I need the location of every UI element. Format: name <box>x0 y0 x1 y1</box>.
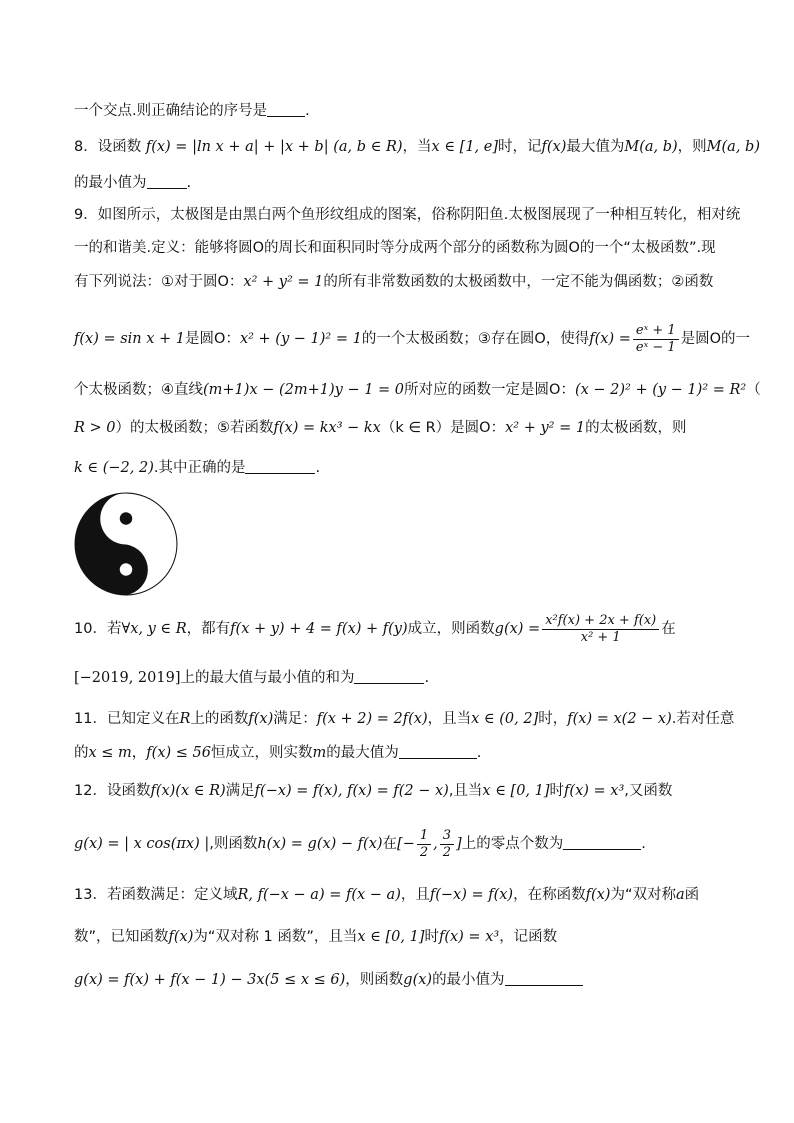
text: ， <box>131 745 147 761</box>
math: x² + y² = 1 <box>243 274 324 290</box>
fraction-numerator: eˣ + 1 <box>633 323 679 340</box>
q7-tail <box>74 101 734 121</box>
fraction <box>633 323 679 356</box>
math: f(−x) = f(x) <box>429 887 514 903</box>
text: 时 <box>549 783 565 799</box>
text: 13．若函数满足：定义域 <box>74 887 238 903</box>
text: 个太极函数；④直线 <box>74 382 203 398</box>
fraction-denominator: 2 <box>442 844 452 860</box>
text: 的最小值为 <box>74 175 147 191</box>
text: 为“双对称 <box>610 887 676 903</box>
math: g(x) = f(x) + f(x − 1) − 3x(5 ≤ x ≤ 6) <box>74 972 346 988</box>
text: .若对任意 <box>671 711 735 727</box>
text: 时 <box>424 929 439 945</box>
text: 上的零点个数为 <box>461 836 564 852</box>
fraction-numerator: 1 <box>417 828 431 845</box>
answer-blank <box>147 174 187 189</box>
q11-line-1 <box>74 709 734 729</box>
q13-line-1 <box>74 885 734 905</box>
text: 8．设函数 <box>74 139 142 155</box>
math: x ∈ [1, e] <box>431 139 498 155</box>
text: 满足： <box>273 711 317 727</box>
text: 一的和谐美.定义：能够将圆O的周长和面积同时等分成两个部分的函数称为圆O的一个“太极函数”.现 <box>74 240 716 256</box>
math: [− <box>397 836 415 852</box>
period: . <box>305 103 310 119</box>
q13-line-3 <box>74 970 734 990</box>
math: R <box>179 711 191 727</box>
q8-line-1 <box>74 137 760 157</box>
period: . <box>186 175 192 191</box>
text: 的所有非常数函数的太极函数中，一定不能为偶函数；②函数 <box>323 274 714 290</box>
q9-line-7 <box>74 458 734 478</box>
text: （k ∈ R）是圆O： <box>380 420 506 436</box>
text: 函 <box>684 887 700 903</box>
text: 是圆O： <box>185 331 240 347</box>
math: x ∈ (0, 2] <box>471 711 539 727</box>
period: . <box>476 745 482 761</box>
math: f(x) = x(2 − x) <box>567 711 672 727</box>
math: f(x) <box>248 711 274 727</box>
math: (x − 2)² + (y − 1)² = R² <box>574 382 747 398</box>
q12-line-2 <box>74 826 734 862</box>
math: f(x) ≤ 56 <box>146 745 211 761</box>
q12-line-1 <box>74 781 734 801</box>
fraction <box>542 613 659 646</box>
text: 所对应的函数一定是圆O： <box>404 382 575 398</box>
q10-line-2 <box>74 668 734 688</box>
text: 为“双对称 1 函数”，且当 <box>193 929 358 945</box>
text: ，则函数 <box>345 972 404 988</box>
text: 10．若 <box>74 621 122 637</box>
math: ] <box>456 836 462 852</box>
math: f(x + y) + 4 = f(x) + f(y) <box>230 621 408 637</box>
q11-line-2 <box>74 743 734 763</box>
math: x² + y² = 1 <box>505 420 586 436</box>
math: f(x) <box>168 929 194 945</box>
fraction-denominator: eˣ − 1 <box>635 339 676 355</box>
math: f(x) = <box>589 331 631 347</box>
math: x ≤ m <box>88 745 132 761</box>
answer-blank <box>245 459 315 474</box>
period: . <box>641 836 646 852</box>
math: M(a, b) <box>624 139 678 155</box>
text: 最大值为 <box>566 139 625 155</box>
q8-line-2 <box>74 173 734 193</box>
text: ,则函数 <box>209 836 258 852</box>
text: 11．已知定义在 <box>74 711 180 727</box>
q9-line-6 <box>74 418 734 438</box>
text: 是圆O的一 <box>680 331 751 347</box>
math: f(x + 2) = 2f(x) <box>316 711 428 727</box>
text: 有下列说法：①对于圆O： <box>74 274 244 290</box>
math: (m+1)x − (2m+1)y − 1 = 0 <box>203 382 405 398</box>
math: m <box>312 745 327 761</box>
q9-line-2 <box>74 238 734 258</box>
math: g(x) = | x cos(πx) | <box>74 836 210 852</box>
q10-line-1 <box>74 612 734 646</box>
taiji-icon <box>74 492 178 596</box>
text: ，且当 <box>427 711 472 727</box>
text: 的最大值为 <box>326 745 399 761</box>
text: ，且 <box>400 887 430 903</box>
math: f(−x) = f(x), f(x) = f(2 − x) <box>254 783 449 799</box>
text: 的最小值为 <box>432 972 505 988</box>
text: 上的最大值与最小值的和为 <box>180 670 355 686</box>
text: 数”，已知函数 <box>74 929 169 945</box>
answer-blank <box>505 971 583 986</box>
text: 在 <box>382 836 398 852</box>
text: 满足 <box>225 783 255 799</box>
text: ，在称函数 <box>513 887 586 903</box>
math: g(x) <box>403 972 433 988</box>
q9-line-1 <box>74 205 741 225</box>
fraction-numerator: x²f(x) + 2x + f(x) <box>542 613 659 630</box>
text: .其中正确的是 <box>153 460 246 476</box>
text: （ <box>746 382 761 398</box>
math: f(x) <box>585 887 611 903</box>
math: f(x) = x³ <box>438 929 500 945</box>
text: ）的太极函数；⑤若函数 <box>115 420 274 436</box>
math: ∀x, y ∈ R <box>121 621 187 637</box>
math: a <box>675 887 685 903</box>
fraction <box>417 828 431 861</box>
math: f(x)(x ∈ R) <box>150 783 226 799</box>
math: f(x) = |ln x + a| + |x + b| (a, b ∈ R) <box>145 139 403 155</box>
text: 在 <box>661 621 676 637</box>
text: ，则 <box>677 139 707 155</box>
q9-line-4 <box>74 322 751 356</box>
text: 的 <box>74 745 89 761</box>
text: ，当 <box>402 139 432 155</box>
math: f(x) = sin x + 1 <box>74 331 186 347</box>
math: f(x) <box>541 139 567 155</box>
math: g(x) = <box>494 621 541 637</box>
period: . <box>315 460 321 476</box>
q13-line-2 <box>74 927 734 947</box>
math: R, f(−x − a) = f(x − a) <box>237 887 401 903</box>
math: f(x) = x³ <box>564 783 625 799</box>
q7-text: 一个交点.则正确结论的序号是 <box>74 103 268 119</box>
text: 上的函数 <box>190 711 249 727</box>
fraction-denominator: x² + 1 <box>580 629 621 645</box>
q9-line-3 <box>74 272 734 292</box>
math: R > 0 <box>74 420 116 436</box>
fraction <box>440 828 454 861</box>
math: x ∈ [0, 1] <box>357 929 425 945</box>
math: x ∈ [0, 1] <box>482 783 550 799</box>
text: ，都有 <box>186 621 231 637</box>
answer-blank <box>399 744 477 759</box>
text: 时，记 <box>498 139 542 155</box>
text: 的一个太极函数；③存在圆O，使得 <box>361 331 590 347</box>
answer-blank <box>354 669 424 684</box>
text: 12．设函数 <box>74 783 151 799</box>
answer-blank <box>267 102 305 117</box>
text: 9．如图所示，太极图是由黑白两个鱼形纹组成的图案，俗称阴阳鱼.太极图展现了一种相互转化，相对统 <box>74 207 741 223</box>
q9-line-5 <box>74 380 761 400</box>
math: f(x) = kx³ − kx <box>273 420 381 436</box>
text: 成立，则函数 <box>407 621 495 637</box>
math: k ∈ (−2, 2) <box>74 460 154 476</box>
text: ，记函数 <box>499 929 558 945</box>
fraction-numerator: 3 <box>440 828 454 845</box>
math: , <box>433 836 438 852</box>
answer-blank <box>563 835 641 850</box>
text: ,又函数 <box>624 783 673 799</box>
math: [−2019, 2019] <box>74 670 181 686</box>
fraction-denominator: 2 <box>419 844 429 860</box>
text: 恒成立，则实数 <box>210 745 313 761</box>
text: 时， <box>538 711 568 727</box>
math: M(a, b) <box>706 139 760 155</box>
math: h(x) = g(x) − f(x) <box>257 836 383 852</box>
period: . <box>424 670 430 686</box>
math: x² + (y − 1)² = 1 <box>239 331 362 347</box>
text: ,且当 <box>448 783 483 799</box>
text: 的太极函数，则 <box>585 420 687 436</box>
